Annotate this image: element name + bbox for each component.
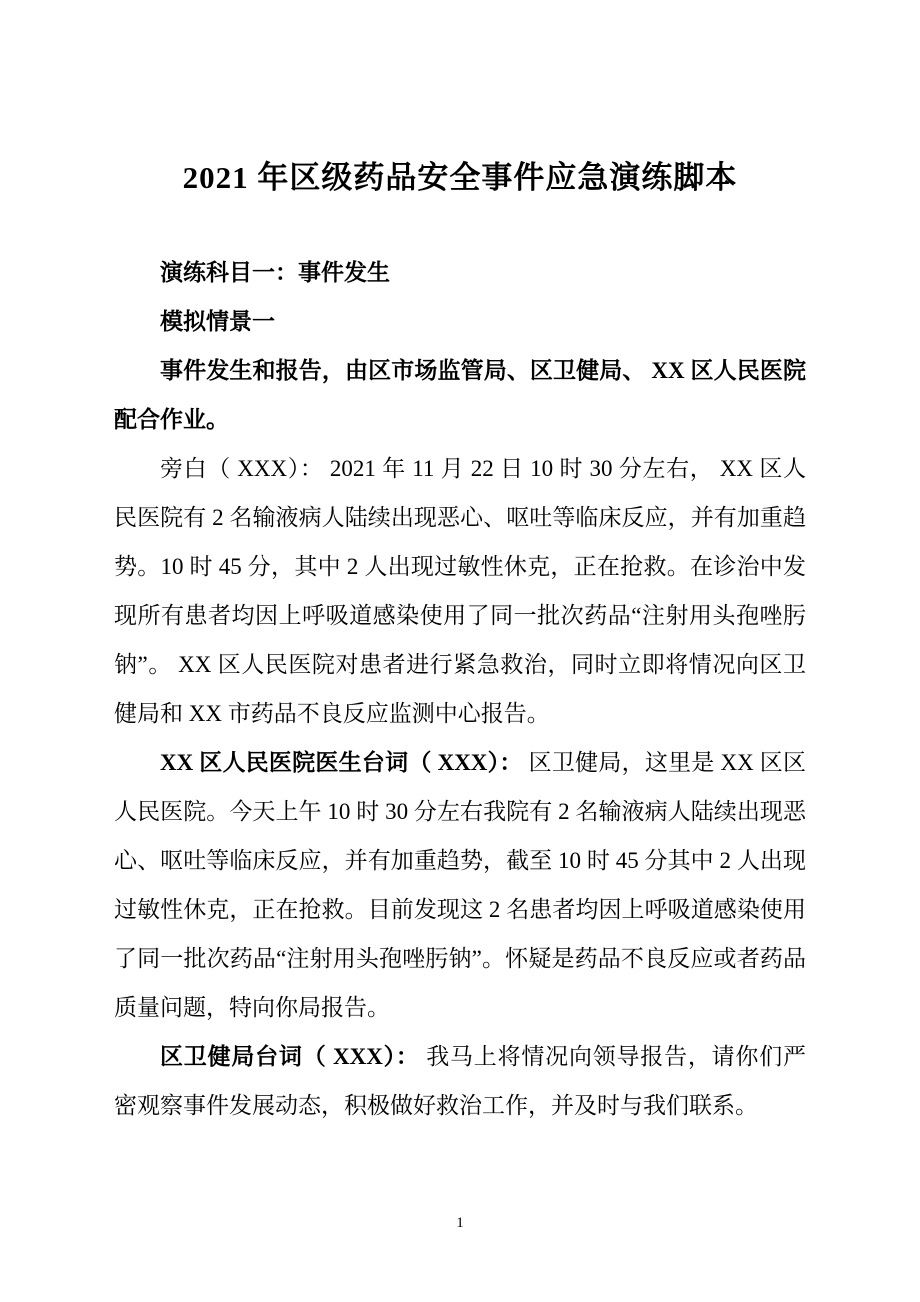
document-body xyxy=(114,248,806,1130)
paragraph-lead: XX 区人民医院医生台词（ XXX）： xyxy=(160,750,523,776)
paragraph-text: 旁白（ XXX）： 2021 年 11 月 22 日 10 时 30 分左右， XX 区人民医院有 2 名输液病人陆续出现恶心、呕吐等临床反应，并有加重趋势。10 时 45 分，其中 2 人出现过敏性休克，正在抢救。在诊治中发现所有患者均因上呼吸道感染使用了同一批次药品“注射用头孢唑肟钠”。 XX 区人民医院对患者进行紧急救治，同时立即将情况向区卫健局和 XX 市药品不良反应监测中心报告。 xyxy=(114,456,806,727)
paragraph-lead: 模拟情景一 xyxy=(160,309,275,335)
paragraph-text: 我马上将情况向领导报告，请你们严密观察事件发展动态，积极做好救治工作，并及时与我们联系。 xyxy=(114,1044,806,1119)
paragraph xyxy=(114,444,806,738)
paragraph-lead: 事件发生和报告，由区市场监管局、区卫健局、 XX 区人民医院配合作业。 xyxy=(114,358,806,433)
paragraph-lead: 区卫健局台词（ XXX）： xyxy=(160,1044,420,1070)
paragraph xyxy=(114,248,806,297)
paragraph xyxy=(114,738,806,1032)
paragraph xyxy=(114,297,806,346)
paragraph xyxy=(114,346,806,444)
paragraph-lead: 演练科目一：事件发生 xyxy=(160,260,390,286)
paragraph-text: 区卫健局，这里是 XX 区区人民医院。今天上午 10 时 30 分左右我院有 2 名输液病人陆续出现恶心、呕吐等临床反应，并有加重趋势，截至 10 时 45 分其中 2 人出现过敏性休克，正在抢救。目前发现这 2 名患者均因上呼吸道感染使用了同一批次药品“注射用头孢唑肟钠”。怀疑是药品不良反应或者药品质量问题，特向你局报告。 xyxy=(114,750,806,1021)
document-title: 2021 年区级药品安全事件应急演练脚本 xyxy=(182,160,738,195)
page-number: 1 xyxy=(456,1215,464,1231)
paragraph xyxy=(114,1032,806,1130)
